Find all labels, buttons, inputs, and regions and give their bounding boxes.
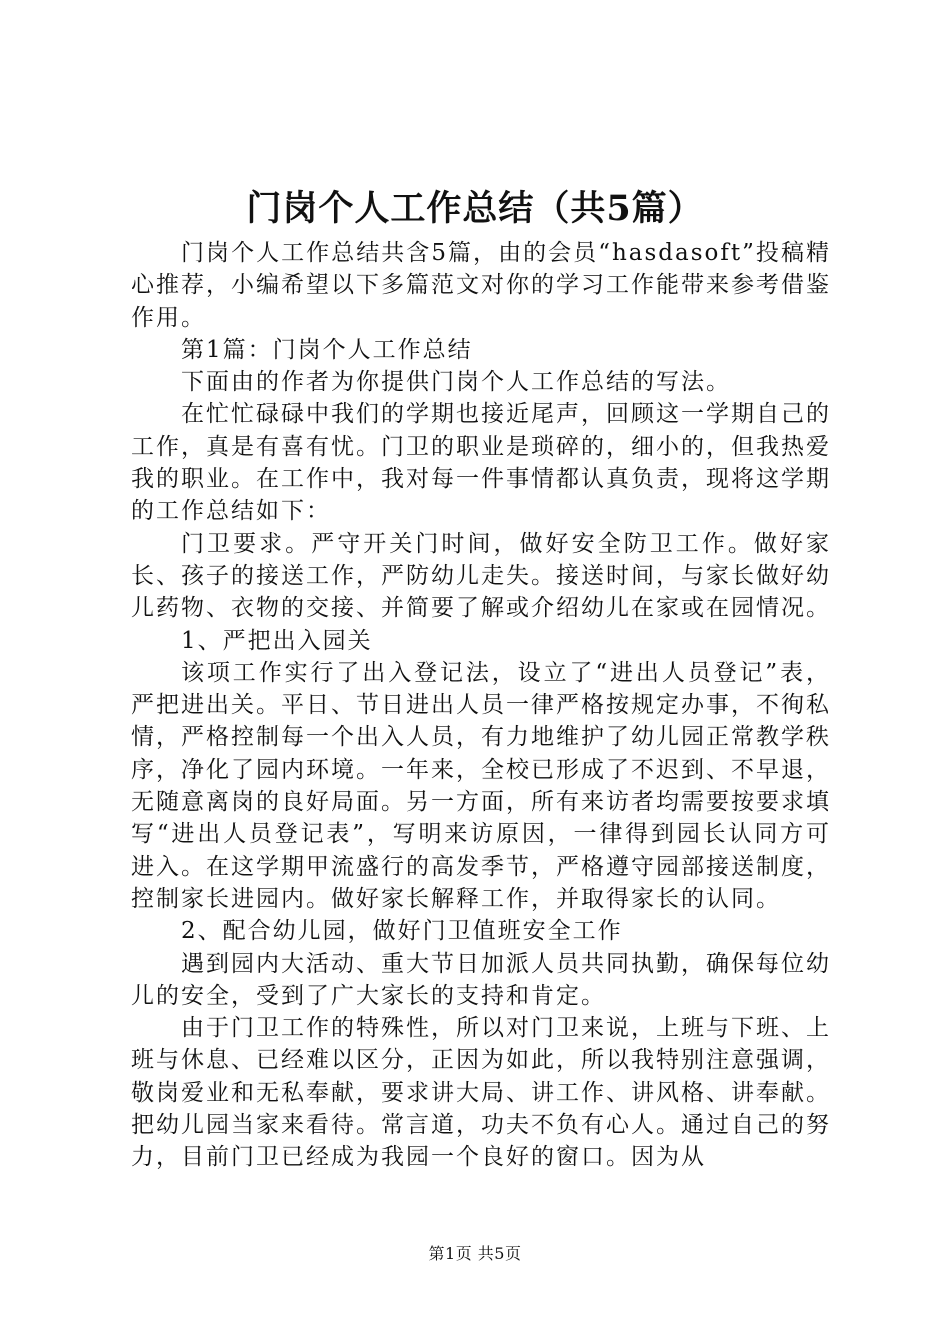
document-body bbox=[131, 237, 831, 1174]
body-paragraph: 在忙忙碌碌中我们的学期也接近尾声，回顾这一学期自己的工作，真是有喜有忧。门卫的职业是琐碎的，细小的，但我热爱我的职业。在工作中，我对每一件事情都认真负责，现将这学期的工作总结如下： bbox=[131, 401, 831, 525]
document-title: 门岗个人工作总结（共5篇） bbox=[246, 188, 704, 229]
body-paragraph: 门卫要求。严守开关门时间，做好安全防卫工作。做好家长、孩子的接送工作，严防幼儿走失。接送时间，与家长做好幼儿药物、衣物的交接、并简要了解或介绍幼儿在家或在园情况。 bbox=[131, 530, 831, 622]
section-heading: 1、严把出入园关 bbox=[181, 627, 373, 654]
chapter-heading: 第1篇：门岗个人工作总结 bbox=[181, 336, 473, 363]
section-heading: 2、配合幼儿园，做好门卫值班安全工作 bbox=[181, 918, 623, 945]
body-paragraph: 由于门卫工作的特殊性，所以对门卫来说，上班与下班、上班与休息、已经难以区分，正因为如此，所以我特别注意强调，敬岗爱业和无私奉献，要求讲大局、讲工作、讲风格、讲奉献。把幼儿园当家来看待。常言道，功夫不负有心人。通过自己的努力，目前门卫已经成为我园一个良好的窗口。因为从 bbox=[131, 1015, 831, 1171]
intro-paragraph: 门岗个人工作总结共含5篇，由的会员“hasdasoft”投稿精心推荐，小编希望以下多篇范文对你的学习工作能带来参考借鉴作用。 bbox=[131, 240, 831, 331]
body-paragraph: 该项工作实行了出入登记法，设立了“进出人员登记”表，严把进出关。平日、节日进出人员一律严格按规定办事，不徇私情，严格控制每一个出入人员，有力地维护了幼儿园正常教学秩序，净化了园内环境。一年来，全校已形成了不迟到、不早退，无随意离岗的良好局面。另一方面，所有来访者均需要按要求填写“进出人员登记表”，写明来访原因，一律得到园长认同方可进入。在这学期甲流盛行的高发季节，严格遵守园部接送制度，控制家长进园内。做好家长解释工作，并取得家长的认同。 bbox=[131, 659, 831, 912]
body-paragraph: 遇到园内大活动、重大节日加派人员共同执勤，确保每位幼儿的安全，受到了广大家长的支持和肯定。 bbox=[131, 950, 831, 1009]
page-number-footer: 第1页 共5页 bbox=[428, 1244, 522, 1263]
body-paragraph: 下面由的作者为你提供门岗个人工作总结的写法。 bbox=[181, 369, 731, 396]
